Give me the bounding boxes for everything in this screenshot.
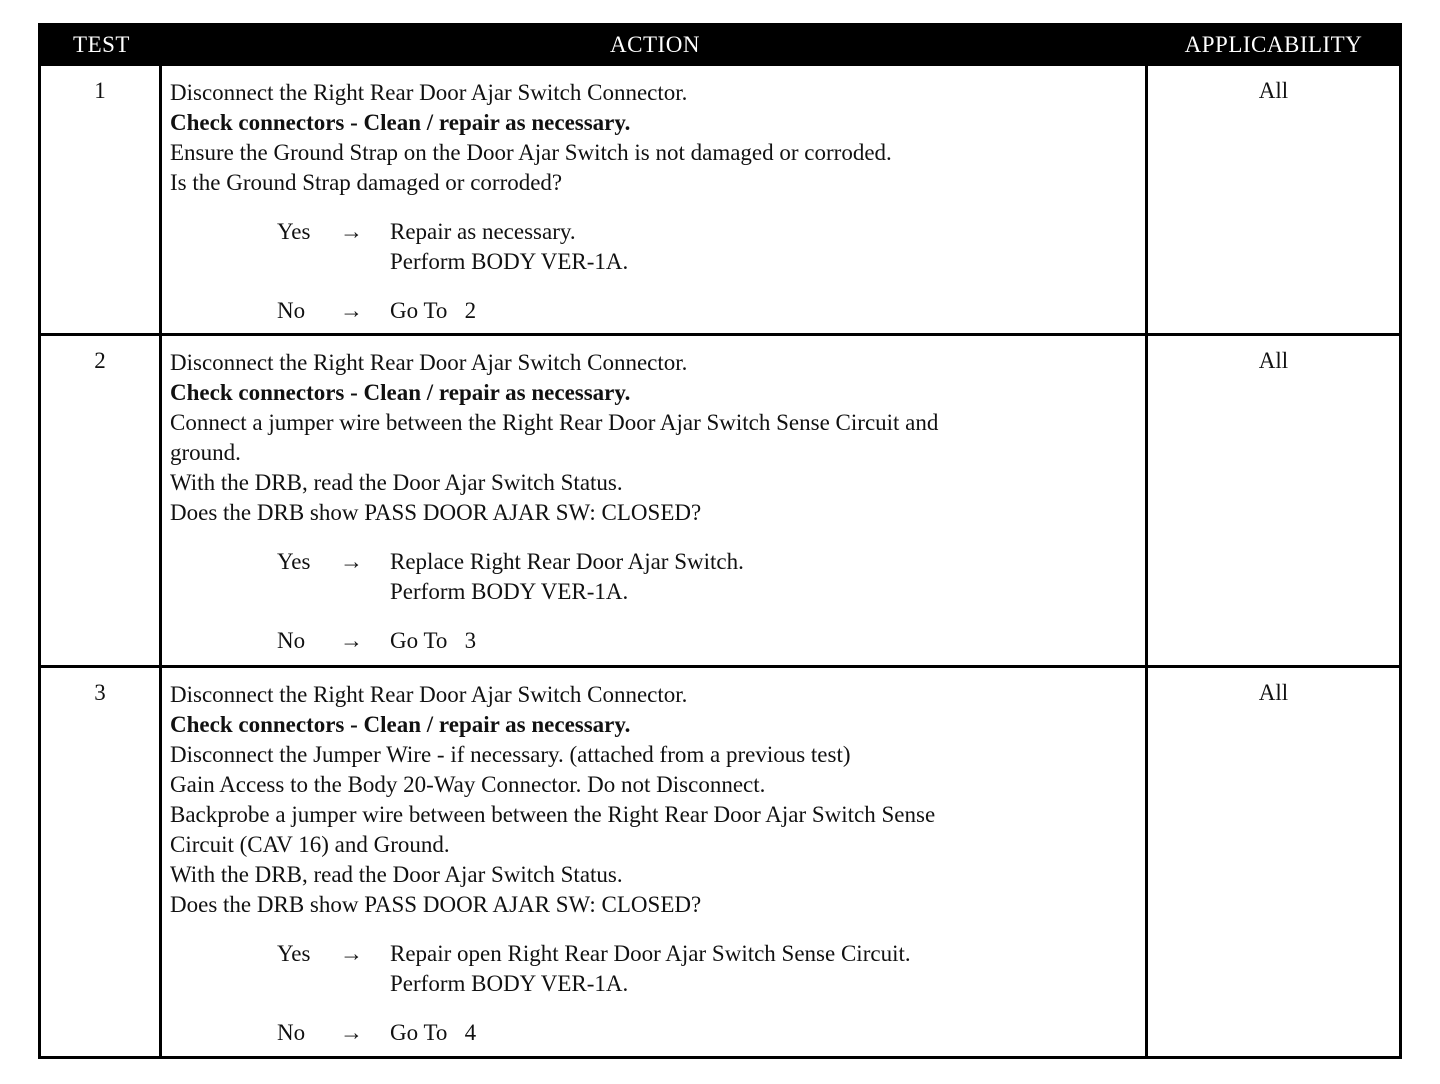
yes-response-cont	[277, 577, 1145, 607]
header-applicability: APPLICABILITY	[1184, 32, 1363, 57]
no-text: Go To 3	[390, 628, 477, 653]
table-row	[41, 668, 1399, 1056]
yes-label: Yes	[277, 941, 311, 966]
yes-text: Repair as necessary.	[390, 219, 576, 244]
arrow-icon: →	[340, 628, 363, 653]
yes-text: Repair open Right Rear Door Ajar Switch Sense Circuit.	[390, 941, 911, 966]
action-line-bold: Check connectors - Clean / repair as necessary.	[170, 380, 631, 405]
no-text: Go To 4	[390, 1020, 477, 1045]
no-text: Go To 2	[390, 298, 477, 323]
action-line: Disconnect the Right Rear Door Ajar Switch Connector.	[170, 80, 688, 105]
action-line: With the DRB, read the Door Ajar Switch Status.	[170, 470, 623, 495]
applicability-cell: All	[1258, 78, 1289, 103]
test-number: 2	[94, 348, 106, 373]
header-action: ACTION	[610, 32, 700, 57]
no-label: No	[277, 628, 306, 653]
yes-text: Replace Right Rear Door Ajar Switch.	[390, 549, 744, 574]
yes-text: Perform BODY VER-1A.	[390, 249, 629, 274]
action-cell	[170, 680, 1145, 1048]
arrow-icon: →	[340, 298, 363, 323]
action-line: ground.	[170, 440, 241, 465]
yes-text: Perform BODY VER-1A.	[390, 971, 629, 996]
action-line: Backprobe a jumper wire between between the Right Rear Door Ajar Switch Sense	[170, 802, 936, 827]
no-label: No	[277, 1020, 306, 1045]
table-header	[41, 26, 1399, 66]
test-number: 3	[94, 680, 106, 705]
action-line: Disconnect the Right Rear Door Ajar Switch Connector.	[170, 350, 688, 375]
test-number: 1	[94, 78, 106, 103]
no-response	[277, 1018, 1145, 1048]
no-label: No	[277, 298, 306, 323]
arrow-icon: →	[340, 219, 363, 244]
action-line: Disconnect the Right Rear Door Ajar Switch Connector.	[170, 682, 688, 707]
arrow-icon: →	[340, 941, 363, 966]
action-line: Circuit (CAV 16) and Ground.	[170, 832, 450, 857]
yes-text: Perform BODY VER-1A.	[390, 579, 629, 604]
yes-response-cont	[277, 969, 1145, 999]
table-row	[41, 336, 1399, 665]
action-line: Is the Ground Strap damaged or corroded?	[170, 170, 563, 195]
action-cell	[170, 78, 1145, 326]
yes-label: Yes	[277, 549, 311, 574]
applicability-cell: All	[1258, 680, 1289, 705]
yes-label: Yes	[277, 219, 311, 244]
table-row	[41, 66, 1399, 333]
yes-response	[277, 547, 1145, 577]
action-line: Connect a jumper wire between the Right Rear Door Ajar Switch Sense Circuit and	[170, 410, 939, 435]
action-line-bold: Check connectors - Clean / repair as necessary.	[170, 712, 631, 737]
yes-response	[277, 217, 1145, 247]
action-line: Gain Access to the Body 20-Way Connector. Do not Disconnect.	[170, 772, 766, 797]
yes-response-cont	[277, 247, 1145, 277]
arrow-icon: →	[340, 549, 363, 574]
action-cell	[170, 348, 1145, 656]
no-response	[277, 296, 1145, 326]
action-line: With the DRB, read the Door Ajar Switch Status.	[170, 862, 623, 887]
yes-response	[277, 939, 1145, 969]
diagnostic-test-table	[38, 23, 1402, 1059]
action-line: Ensure the Ground Strap on the Door Ajar Switch is not damaged or corroded.	[170, 140, 892, 165]
arrow-icon: →	[340, 1020, 363, 1045]
action-line: Disconnect the Jumper Wire - if necessary. (attached from a previous test)	[170, 742, 851, 767]
no-response	[277, 626, 1145, 656]
action-line-bold: Check connectors - Clean / repair as necessary.	[170, 110, 631, 135]
header-test: TEST	[73, 32, 130, 57]
applicability-cell: All	[1258, 348, 1289, 373]
action-line: Does the DRB show PASS DOOR AJAR SW: CLOSED?	[170, 892, 702, 917]
action-line: Does the DRB show PASS DOOR AJAR SW: CLOSED?	[170, 500, 702, 525]
